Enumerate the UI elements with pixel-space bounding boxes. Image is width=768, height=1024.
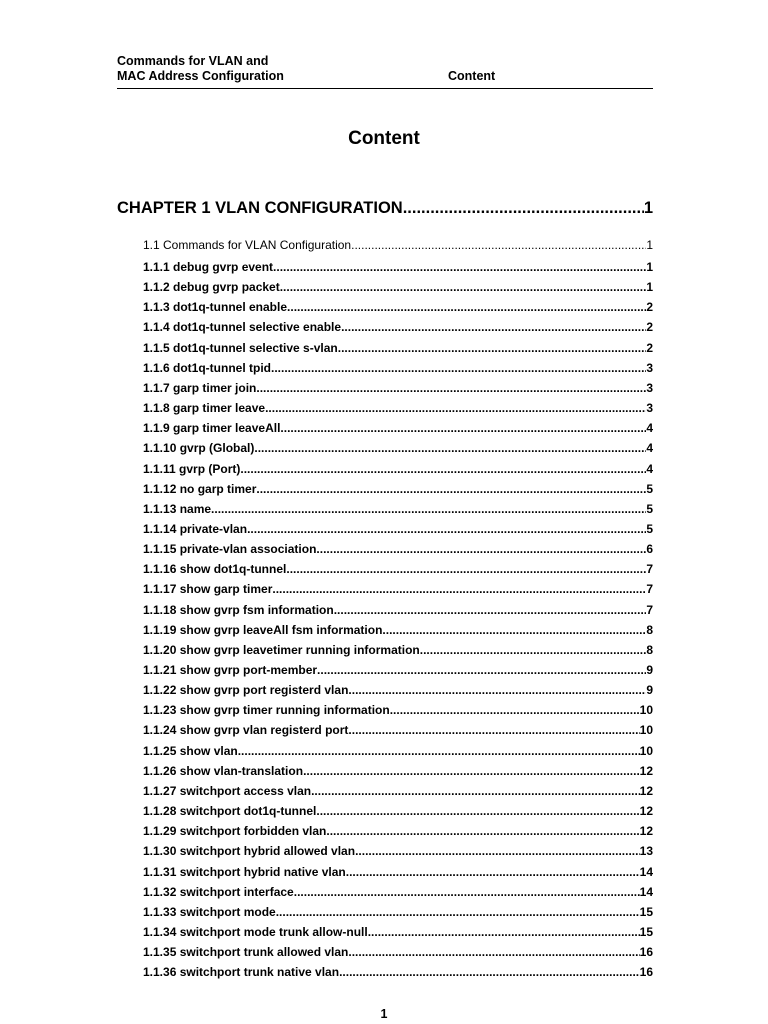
toc-chapter-entry[interactable] <box>117 197 653 219</box>
toc-entry-label: 1.1.26 show vlan-translation <box>143 763 304 778</box>
toc-entry-page: 1 <box>643 199 653 217</box>
toc-entry-page: 2 <box>646 340 653 355</box>
toc-entry-label: 1.1.6 dot1q-tunnel tpid <box>143 360 271 375</box>
toc-entry-page: 7 <box>646 582 653 597</box>
toc-entry-page: 3 <box>646 401 653 416</box>
toc-dot-leader <box>355 843 640 859</box>
toc-entry-label: 1.1.16 show dot1q-tunnel <box>143 562 287 577</box>
toc-entry-label: CHAPTER 1 VLAN CONFIGURATION <box>117 199 403 217</box>
toc-dot-leader <box>294 884 640 900</box>
toc-dot-leader <box>348 722 639 738</box>
toc-item-entry[interactable] <box>143 904 653 920</box>
toc-entry-label: 1.1.24 show gvrp vlan registerd port <box>143 723 349 738</box>
toc-item-entry[interactable] <box>143 400 653 416</box>
toc-entry-page: 10 <box>639 703 653 718</box>
toc-entry-label: 1.1.28 switchport dot1q-tunnel <box>143 804 317 819</box>
toc-entry-page: 6 <box>646 542 653 557</box>
header-section-name: Content <box>448 69 496 83</box>
toc-item-entry[interactable] <box>143 884 653 900</box>
toc-item-entry[interactable] <box>143 763 653 779</box>
toc-entry-label: 1.1.20 show gvrp leavetimer running information <box>143 642 420 657</box>
toc-item-entry[interactable] <box>143 642 653 658</box>
header-doc-title <box>117 54 284 84</box>
toc-dot-leader <box>338 340 647 356</box>
toc-item-entry[interactable] <box>143 783 653 799</box>
toc-item-entry[interactable] <box>143 622 653 638</box>
toc-entry-page: 2 <box>646 320 653 335</box>
toc-entry-page: 16 <box>639 945 653 960</box>
toc-entry-label: 1.1.33 switchport mode <box>143 904 276 919</box>
toc-entry-page: 12 <box>639 824 653 839</box>
toc-entry-page: 3 <box>646 380 653 395</box>
toc-item-entry[interactable] <box>143 541 653 557</box>
toc-entry-page: 12 <box>639 763 653 778</box>
page-number: 1 <box>380 1007 388 1021</box>
toc-entry-label: 1.1.13 name <box>143 501 212 516</box>
toc-dot-leader <box>403 197 644 219</box>
toc-item-entry[interactable] <box>143 864 653 880</box>
toc-item-entry[interactable] <box>143 743 653 759</box>
toc-dot-leader <box>303 763 640 779</box>
toc-entry-label: 1.1.30 switchport hybrid allowed vlan <box>143 844 356 859</box>
toc-entry-label: 1.1.1 debug gvrp event <box>143 260 274 274</box>
toc-entry-page: 4 <box>646 441 653 456</box>
toc-entry-label: 1.1.2 debug gvrp packet <box>143 280 280 295</box>
toc-entry-label: 1.1.35 switchport trunk allowed vlan <box>143 945 349 960</box>
toc-entry-page: 1 <box>646 280 653 295</box>
toc-entry-page: 12 <box>639 804 653 819</box>
toc-dot-leader <box>339 964 640 980</box>
toc-dot-leader <box>254 440 646 456</box>
toc-item-entry[interactable] <box>143 461 653 477</box>
toc-dot-leader <box>334 602 647 618</box>
toc-entry-label: 1.1.17 show garp timer <box>143 582 273 597</box>
toc-item-entry[interactable] <box>143 279 653 295</box>
header-line-1: Commands for VLAN and <box>117 54 269 68</box>
toc-item-entry[interactable] <box>143 602 653 618</box>
toc-dot-leader <box>280 420 646 436</box>
toc-item-entry[interactable] <box>143 944 653 960</box>
toc-entry-label: 1.1.15 private-vlan association <box>143 542 317 557</box>
toc-item-entry[interactable] <box>143 924 653 940</box>
toc-dot-leader <box>211 501 646 517</box>
toc-entry-page: 7 <box>646 562 653 577</box>
toc-entry-label: 1.1.18 show gvrp fsm information <box>143 602 334 617</box>
toc-entry-page: 12 <box>639 783 653 798</box>
toc-dot-leader <box>238 743 640 759</box>
toc-item-entry[interactable] <box>143 319 653 335</box>
toc-entry-page: 4 <box>646 421 653 436</box>
toc-dot-leader <box>348 682 646 698</box>
toc-entry-label: 1.1 Commands for VLAN Configuration <box>143 238 352 252</box>
toc-dot-leader <box>287 299 646 315</box>
toc-entry-label: 1.1.5 dot1q-tunnel selective s-vlan <box>143 340 338 355</box>
toc-section-entry[interactable] <box>143 237 653 253</box>
toc-dot-leader <box>317 662 646 678</box>
toc-entry-label: 1.1.29 switchport forbidden vlan <box>143 824 327 839</box>
toc-entry-page: 9 <box>646 663 653 677</box>
toc-dot-leader <box>316 541 646 557</box>
toc-item-entry[interactable] <box>143 440 653 456</box>
toc-entry-page: 14 <box>639 884 653 899</box>
toc-item-entry[interactable] <box>143 803 653 819</box>
toc-item-entry[interactable] <box>143 823 653 839</box>
toc-entry-page: 5 <box>646 521 653 536</box>
toc-item-entry[interactable] <box>143 360 653 376</box>
toc-dot-leader <box>351 237 646 253</box>
toc-entry-page: 5 <box>646 501 653 516</box>
toc-item-entry[interactable] <box>143 380 653 396</box>
toc-entry-label: 1.1.23 show gvrp timer running information <box>143 703 390 718</box>
toc-entry-label: 1.1.7 garp timer join <box>143 380 257 395</box>
toc-entry-page: 10 <box>639 723 653 738</box>
toc-entry-page: 16 <box>639 965 653 980</box>
toc-item-entry[interactable] <box>143 299 653 315</box>
toc-item-entry[interactable] <box>143 561 653 577</box>
toc-dot-leader <box>276 904 640 920</box>
toc-dot-leader <box>368 924 640 940</box>
toc-dot-leader <box>341 319 646 335</box>
toc-item-entry[interactable] <box>143 843 653 859</box>
toc-item-entry[interactable] <box>143 481 653 497</box>
toc-item-entry[interactable] <box>143 501 653 517</box>
toc-dot-leader <box>247 521 646 537</box>
toc-dot-leader <box>326 823 639 839</box>
toc-entry-label: 1.1.32 switchport interface <box>143 884 294 899</box>
toc-entry-label: 1.1.21 show gvrp port-member <box>143 663 318 677</box>
toc-entry-label: 1.1.34 switchport mode trunk allow-null <box>143 924 368 939</box>
toc-item-entry[interactable] <box>143 702 653 718</box>
toc-entry-label: 1.1.14 private-vlan <box>143 521 248 536</box>
toc-dot-leader <box>240 461 646 477</box>
toc-entry-page: 5 <box>646 481 653 496</box>
toc-entry-page: 8 <box>646 642 653 657</box>
toc-dot-leader <box>271 360 646 376</box>
toc-entry-label: 1.1.9 garp timer leaveAll <box>143 421 281 436</box>
toc-entry-label: 1.1.4 dot1q-tunnel selective enable <box>143 320 342 335</box>
toc-entry-page: 1 <box>646 260 653 274</box>
toc-entry-page: 9 <box>646 683 653 698</box>
toc-item-entry[interactable] <box>143 420 653 436</box>
toc-entry-label: 1.1.27 switchport access vlan <box>143 783 312 798</box>
toc-item-entry[interactable] <box>143 682 653 698</box>
toc-item-entry[interactable] <box>143 340 653 356</box>
toc-entry-page: 10 <box>639 743 653 758</box>
toc-entry-page: 1 <box>646 238 653 252</box>
toc-item-entry[interactable] <box>143 722 653 738</box>
toc-entry-page: 15 <box>639 904 653 919</box>
toc-entry-page: 15 <box>639 924 653 939</box>
toc-entry-label: 1.1.12 no garp timer <box>143 481 257 496</box>
toc-entry-page: 14 <box>639 864 653 879</box>
toc-dot-leader <box>311 783 640 799</box>
toc-dot-leader <box>265 400 646 416</box>
toc-dot-leader <box>280 279 647 295</box>
toc-entry-page: 3 <box>646 360 653 375</box>
toc-entry-label: 1.1.19 show gvrp leaveAll fsm information <box>143 622 383 637</box>
toc-entry-label: 1.1.31 switchport hybrid native vlan <box>143 864 346 879</box>
toc-item-entry[interactable] <box>143 259 653 275</box>
toc-dot-leader <box>316 803 639 819</box>
toc-entry-page: 13 <box>639 844 653 859</box>
toc-entry-label: 1.1.11 gvrp (Port) <box>143 461 241 476</box>
toc-entry-page: 2 <box>646 300 653 315</box>
toc-dot-leader <box>273 259 646 275</box>
toc-entry-label: 1.1.25 show vlan <box>143 743 238 758</box>
toc-item-entry[interactable] <box>143 581 653 597</box>
toc-dot-leader <box>256 481 646 497</box>
toc-entry-label: 1.1.3 dot1q-tunnel enable <box>143 300 288 315</box>
toc-item-entry[interactable] <box>143 964 653 980</box>
toc-dot-leader <box>390 702 640 718</box>
toc-dot-leader <box>382 622 646 638</box>
page-title: Content <box>348 128 420 149</box>
toc-dot-leader <box>272 581 646 597</box>
toc-entry-label: 1.1.36 switchport trunk native vlan <box>143 965 340 980</box>
toc-entry-page: 7 <box>646 602 653 617</box>
toc-entry-label: 1.1.22 show gvrp port registerd vlan <box>143 683 349 698</box>
page-header <box>117 54 653 89</box>
toc-dot-leader <box>256 380 646 396</box>
toc-dot-leader <box>286 561 646 577</box>
toc-dot-leader <box>346 864 640 880</box>
toc-dot-leader <box>420 642 647 658</box>
toc-entry-page: 8 <box>646 622 653 637</box>
toc-dot-leader <box>348 944 639 960</box>
toc-entry-page: 4 <box>646 461 653 476</box>
toc-item-entry[interactable] <box>143 662 653 678</box>
header-line-2: MAC Address Configuration <box>117 69 284 83</box>
toc-entry-label: 1.1.8 garp timer leave <box>143 401 266 416</box>
toc-entry-label: 1.1.10 gvrp (Global) <box>143 441 255 456</box>
toc-item-entry[interactable] <box>143 521 653 537</box>
